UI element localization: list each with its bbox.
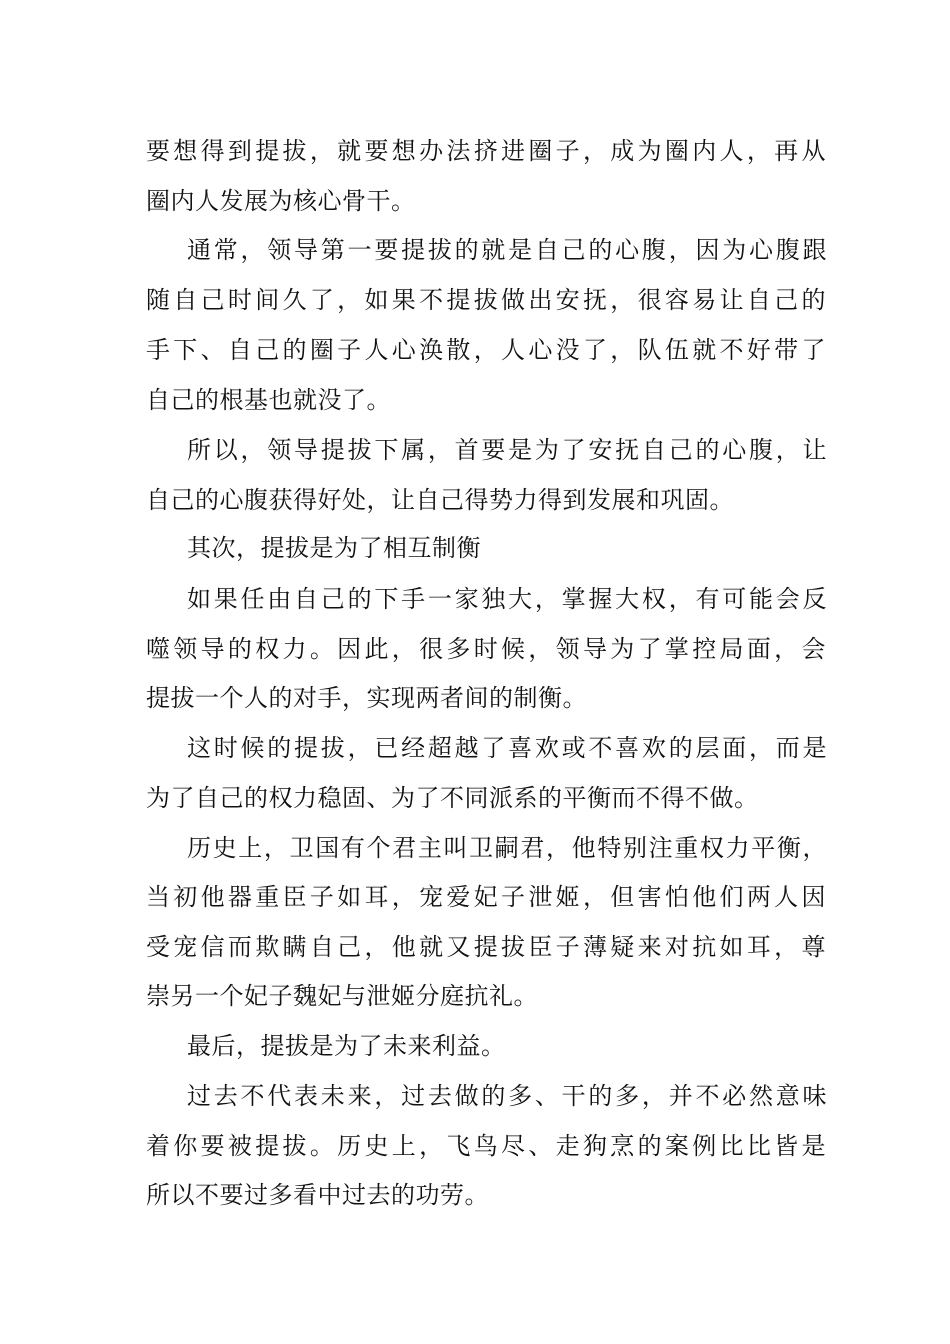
text-line: 历史上，卫国有个君主叫卫嗣君，他特别注重权力平衡，	[187, 834, 827, 862]
text-line: 随自己时间久了，如果不提拔做出安抚，很容易让自己的	[146, 286, 826, 314]
text-line: 当初他器重臣子如耳，宠爱妃子泄姬，但害怕他们两人因	[146, 883, 826, 911]
text-line: 这时候的提拔，已经超越了喜欢或不喜欢的层面，而是	[187, 734, 827, 762]
text-line: 过去不代表未来，过去做的多、干的多，并不必然意味	[187, 1082, 827, 1110]
text-line: 圈内人发展为核心骨干。	[146, 187, 416, 215]
text-line: 为了自己的权力稳固、为了不同派系的平衡而不得不做。	[146, 784, 759, 812]
text-line: 受宠信而欺瞒自己，他就又提拔臣子薄疑来对抗如耳，尊	[146, 933, 826, 961]
text-line: 所以，领导提拔下属，首要是为了安抚自己的心腹，让	[187, 436, 827, 464]
text-line: 所以不要过多看中过去的功劳。	[146, 1181, 489, 1209]
text-line: 自己的心腹获得好处，让自己得势力得到发展和巩固。	[146, 486, 734, 514]
section-heading: 其次，提拔是为了相互制衡	[187, 534, 481, 562]
section-heading: 最后，提拔是为了未来利益。	[187, 1032, 506, 1060]
text-line: 噬领导的权力。因此，很多时候，领导为了掌控局面，会	[146, 635, 826, 663]
text-line: 着你要被提拔。历史上，飞鸟尽、走狗烹的案例比比皆是	[146, 1132, 826, 1160]
text-line: 提拔一个人的对手，实现两者间的制衡。	[146, 684, 587, 712]
text-line: 崇另一个妃子魏妃与泄姬分庭抗礼。	[146, 982, 538, 1010]
text-line: 如果任由自己的下手一家独大，掌握大权，有可能会反	[187, 585, 827, 613]
text-line: 要想得到提拔，就要想办法挤进圈子，成为圈内人，再从	[146, 137, 826, 165]
text-line: 手下、自己的圈子人心涣散，人心没了，队伍就不好带了	[146, 336, 826, 364]
text-line: 通常，领导第一要提拔的就是自己的心腹，因为心腹跟	[187, 236, 827, 264]
text-line: 自己的根基也就没了。	[146, 386, 391, 414]
